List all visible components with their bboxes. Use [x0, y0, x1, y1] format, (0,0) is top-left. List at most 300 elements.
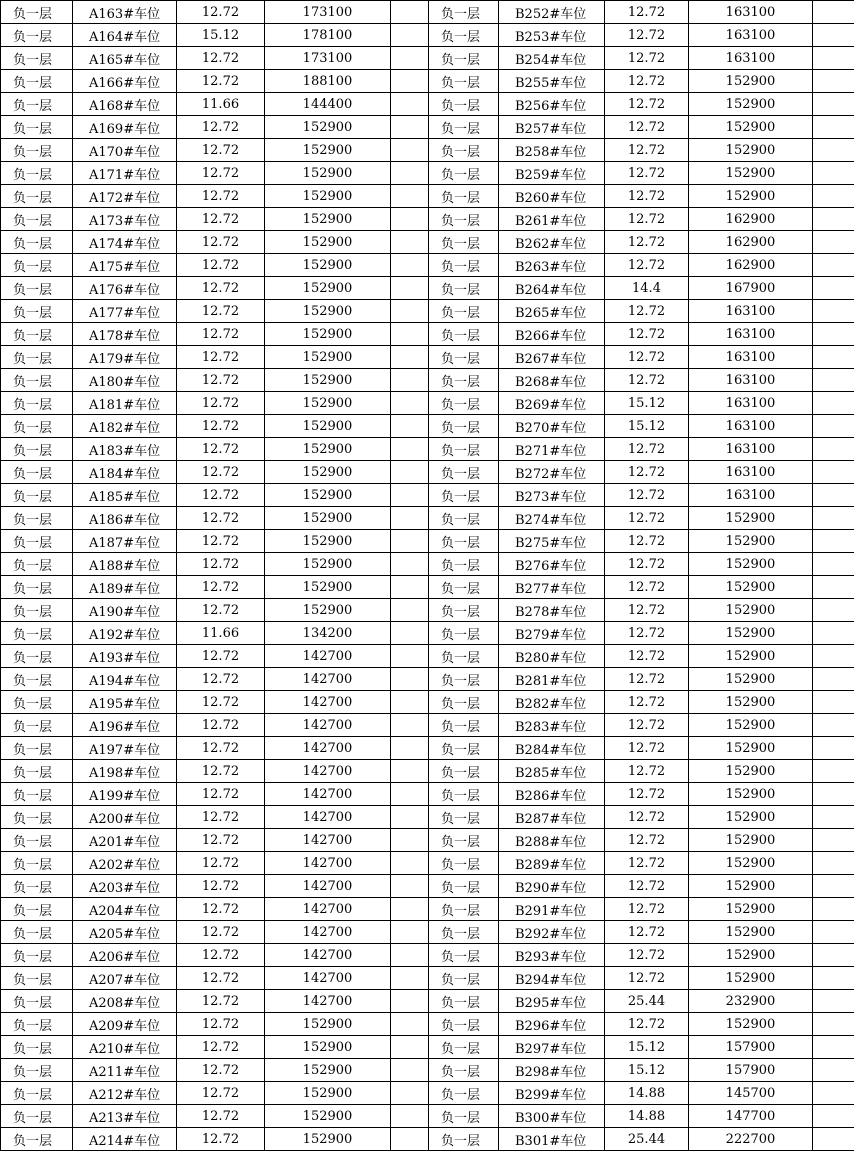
empty-cell: [813, 1082, 854, 1105]
floor-cell: 负一层: [1, 1082, 73, 1105]
empty-cell: [391, 392, 429, 415]
table-row: [1, 829, 854, 852]
price-cell: 163100: [689, 438, 813, 461]
parking-space-cell: B291#车位: [499, 898, 605, 921]
floor-cell: 负一层: [429, 921, 499, 944]
area-cell: 12.72: [177, 1128, 265, 1151]
empty-cell: [391, 1082, 429, 1105]
floor-cell: 负一层: [429, 507, 499, 530]
empty-cell: [813, 415, 854, 438]
area-cell: 12.72: [605, 921, 689, 944]
empty-cell: [391, 530, 429, 553]
empty-cell: [813, 93, 854, 116]
empty-cell: [391, 277, 429, 300]
floor-cell: 负一层: [1, 70, 73, 93]
parking-space-cell: B293#车位: [499, 944, 605, 967]
table-row: [1, 714, 854, 737]
price-cell: 142700: [265, 760, 391, 783]
area-cell: 12.72: [177, 1, 265, 24]
table-row: [1, 24, 854, 47]
parking-space-cell: A176#车位: [73, 277, 177, 300]
table-row: [1, 852, 854, 875]
area-cell: 12.72: [177, 1013, 265, 1036]
parking-space-cell: B255#车位: [499, 70, 605, 93]
price-cell: 152900: [265, 415, 391, 438]
empty-cell: [391, 714, 429, 737]
empty-cell: [391, 1013, 429, 1036]
floor-cell: 负一层: [429, 231, 499, 254]
area-cell: 12.72: [605, 806, 689, 829]
floor-cell: 负一层: [1, 990, 73, 1013]
parking-space-cell: A199#车位: [73, 783, 177, 806]
table-row: [1, 921, 854, 944]
parking-space-cell: B264#车位: [499, 277, 605, 300]
parking-space-cell: A195#车位: [73, 691, 177, 714]
price-cell: 152900: [689, 737, 813, 760]
empty-cell: [813, 185, 854, 208]
table-row: [1, 645, 854, 668]
empty-cell: [391, 576, 429, 599]
parking-space-cell: A181#车位: [73, 392, 177, 415]
price-cell: 142700: [265, 990, 391, 1013]
area-cell: 12.72: [605, 1013, 689, 1036]
price-cell: 152900: [689, 714, 813, 737]
parking-space-cell: B256#车位: [499, 93, 605, 116]
parking-space-cell: B254#车位: [499, 47, 605, 70]
price-cell: 152900: [265, 346, 391, 369]
floor-cell: 负一层: [429, 1036, 499, 1059]
price-cell: 152900: [265, 530, 391, 553]
price-cell: 152900: [265, 1082, 391, 1105]
price-cell: 152900: [265, 438, 391, 461]
parking-space-cell: B296#车位: [499, 1013, 605, 1036]
price-cell: 142700: [265, 783, 391, 806]
area-cell: 12.72: [177, 668, 265, 691]
empty-cell: [391, 369, 429, 392]
empty-cell: [813, 1059, 854, 1082]
parking-space-cell: B262#车位: [499, 231, 605, 254]
parking-space-cell: A198#车位: [73, 760, 177, 783]
area-cell: 25.44: [605, 990, 689, 1013]
floor-cell: 负一层: [429, 185, 499, 208]
empty-cell: [813, 277, 854, 300]
price-cell: 152900: [689, 1013, 813, 1036]
parking-space-cell: B298#车位: [499, 1059, 605, 1082]
parking-space-cell: B270#车位: [499, 415, 605, 438]
parking-space-cell: B285#车位: [499, 760, 605, 783]
floor-cell: 负一层: [429, 1082, 499, 1105]
empty-cell: [391, 231, 429, 254]
floor-cell: 负一层: [1, 553, 73, 576]
floor-cell: 负一层: [429, 116, 499, 139]
parking-space-cell: A197#车位: [73, 737, 177, 760]
parking-space-cell: A170#车位: [73, 139, 177, 162]
floor-cell: 负一层: [429, 875, 499, 898]
table-row: [1, 139, 854, 162]
floor-cell: 负一层: [429, 990, 499, 1013]
empty-cell: [391, 898, 429, 921]
table-row: [1, 277, 854, 300]
area-cell: 12.72: [605, 714, 689, 737]
empty-cell: [391, 622, 429, 645]
empty-cell: [813, 875, 854, 898]
parking-space-cell: A171#车位: [73, 162, 177, 185]
area-cell: 12.72: [605, 300, 689, 323]
parking-space-cell: A173#车位: [73, 208, 177, 231]
floor-cell: 负一层: [1, 875, 73, 898]
floor-cell: 负一层: [429, 668, 499, 691]
price-cell: 152900: [689, 898, 813, 921]
parking-space-cell: B288#车位: [499, 829, 605, 852]
floor-cell: 负一层: [429, 208, 499, 231]
parking-space-cell: B287#车位: [499, 806, 605, 829]
parking-space-cell: A200#车位: [73, 806, 177, 829]
empty-cell: [391, 553, 429, 576]
price-cell: 152900: [265, 599, 391, 622]
empty-cell: [391, 254, 429, 277]
empty-cell: [813, 162, 854, 185]
area-cell: 12.72: [605, 369, 689, 392]
empty-cell: [391, 70, 429, 93]
area-cell: 12.72: [605, 737, 689, 760]
price-cell: 167900: [689, 277, 813, 300]
price-cell: 152900: [689, 783, 813, 806]
area-cell: 12.72: [605, 484, 689, 507]
empty-cell: [813, 553, 854, 576]
area-cell: 12.72: [177, 300, 265, 323]
area-cell: 12.72: [177, 47, 265, 70]
empty-cell: [391, 921, 429, 944]
table-row: [1, 760, 854, 783]
table-row: [1, 231, 854, 254]
area-cell: 12.72: [177, 829, 265, 852]
empty-cell: [813, 116, 854, 139]
area-cell: 12.72: [177, 806, 265, 829]
area-cell: 12.72: [177, 415, 265, 438]
price-cell: 152900: [689, 944, 813, 967]
price-cell: 163100: [689, 392, 813, 415]
area-cell: 12.72: [177, 944, 265, 967]
price-cell: 152900: [265, 392, 391, 415]
area-cell: 12.72: [605, 622, 689, 645]
area-cell: 12.72: [177, 760, 265, 783]
table-row: [1, 553, 854, 576]
empty-cell: [813, 990, 854, 1013]
floor-cell: 负一层: [429, 484, 499, 507]
table-row: [1, 1059, 854, 1082]
floor-cell: 负一层: [429, 576, 499, 599]
floor-cell: 负一层: [1, 530, 73, 553]
area-cell: 12.72: [177, 530, 265, 553]
empty-cell: [813, 737, 854, 760]
empty-cell: [391, 323, 429, 346]
area-cell: 12.72: [605, 139, 689, 162]
parking-space-cell: A205#车位: [73, 921, 177, 944]
floor-cell: 负一层: [1, 1036, 73, 1059]
area-cell: 12.72: [605, 967, 689, 990]
floor-cell: 负一层: [1, 277, 73, 300]
price-cell: 152900: [689, 599, 813, 622]
table-row: [1, 415, 854, 438]
empty-cell: [813, 438, 854, 461]
empty-cell: [391, 944, 429, 967]
area-cell: 12.72: [177, 737, 265, 760]
empty-cell: [391, 599, 429, 622]
price-cell: 152900: [265, 231, 391, 254]
empty-cell: [391, 461, 429, 484]
area-cell: 12.72: [177, 139, 265, 162]
table-row: [1, 438, 854, 461]
empty-cell: [391, 783, 429, 806]
area-cell: 12.72: [605, 162, 689, 185]
empty-cell: [813, 231, 854, 254]
parking-space-cell: A174#车位: [73, 231, 177, 254]
price-cell: 152900: [265, 185, 391, 208]
parking-space-cell: B289#车位: [499, 852, 605, 875]
area-cell: 12.72: [177, 392, 265, 415]
empty-cell: [813, 921, 854, 944]
floor-cell: 负一层: [1, 254, 73, 277]
price-cell: 142700: [265, 668, 391, 691]
empty-cell: [813, 24, 854, 47]
price-cell: 163100: [689, 346, 813, 369]
floor-cell: 负一层: [1, 622, 73, 645]
price-cell: 145700: [689, 1082, 813, 1105]
empty-cell: [813, 461, 854, 484]
table-row: [1, 369, 854, 392]
floor-cell: 负一层: [1, 1, 73, 24]
empty-cell: [391, 1036, 429, 1059]
floor-cell: 负一层: [429, 530, 499, 553]
floor-cell: 负一层: [429, 47, 499, 70]
empty-cell: [813, 898, 854, 921]
parking-space-cell: A211#车位: [73, 1059, 177, 1082]
area-cell: 12.72: [605, 875, 689, 898]
area-cell: 12.72: [177, 231, 265, 254]
table-row: [1, 323, 854, 346]
floor-cell: 负一层: [1, 93, 73, 116]
area-cell: 12.72: [177, 185, 265, 208]
area-cell: 12.72: [605, 70, 689, 93]
parking-space-cell: B290#车位: [499, 875, 605, 898]
table-row: [1, 576, 854, 599]
price-cell: 152900: [265, 507, 391, 530]
parking-space-cell: A175#车位: [73, 254, 177, 277]
empty-cell: [391, 737, 429, 760]
parking-space-cell: B283#车位: [499, 714, 605, 737]
parking-space-cell: A213#车位: [73, 1105, 177, 1128]
price-cell: 152900: [265, 1036, 391, 1059]
empty-cell: [813, 484, 854, 507]
parking-space-cell: A166#车位: [73, 70, 177, 93]
table-row: [1, 254, 854, 277]
area-cell: 12.72: [605, 1, 689, 24]
area-cell: 14.4: [605, 277, 689, 300]
price-cell: 162900: [689, 231, 813, 254]
area-cell: 12.72: [177, 116, 265, 139]
price-cell: 152900: [689, 139, 813, 162]
empty-cell: [813, 70, 854, 93]
parking-space-cell: B273#车位: [499, 484, 605, 507]
price-cell: 152900: [265, 208, 391, 231]
empty-cell: [813, 1105, 854, 1128]
parking-space-cell: A168#车位: [73, 93, 177, 116]
empty-cell: [391, 875, 429, 898]
parking-space-cell: B280#车位: [499, 645, 605, 668]
area-cell: 12.72: [605, 346, 689, 369]
parking-space-cell: A210#车位: [73, 1036, 177, 1059]
price-cell: 152900: [689, 507, 813, 530]
parking-space-cell: A208#车位: [73, 990, 177, 1013]
area-cell: 12.72: [177, 691, 265, 714]
area-cell: 12.72: [177, 990, 265, 1013]
floor-cell: 负一层: [429, 24, 499, 47]
floor-cell: 负一层: [1, 829, 73, 852]
floor-cell: 负一层: [429, 1, 499, 24]
parking-space-cell: A165#车位: [73, 47, 177, 70]
price-cell: 152900: [689, 668, 813, 691]
parking-space-cell: B300#车位: [499, 1105, 605, 1128]
price-cell: 147700: [689, 1105, 813, 1128]
empty-cell: [813, 668, 854, 691]
area-cell: 12.72: [605, 93, 689, 116]
empty-cell: [391, 484, 429, 507]
price-cell: 152900: [265, 323, 391, 346]
empty-cell: [813, 806, 854, 829]
area-cell: 12.72: [177, 553, 265, 576]
parking-space-cell: A178#车位: [73, 323, 177, 346]
floor-cell: 负一层: [429, 760, 499, 783]
empty-cell: [391, 852, 429, 875]
floor-cell: 负一层: [1, 921, 73, 944]
price-cell: 152900: [265, 576, 391, 599]
area-cell: 12.72: [177, 277, 265, 300]
floor-cell: 负一层: [429, 1105, 499, 1128]
empty-cell: [391, 185, 429, 208]
parking-space-cell: B278#车位: [499, 599, 605, 622]
price-cell: 152900: [689, 921, 813, 944]
floor-cell: 负一层: [429, 737, 499, 760]
empty-cell: [391, 507, 429, 530]
table-row: [1, 967, 854, 990]
floor-cell: 负一层: [1, 162, 73, 185]
empty-cell: [813, 1013, 854, 1036]
table-row: [1, 47, 854, 70]
parking-space-cell: B258#车位: [499, 139, 605, 162]
empty-cell: [391, 829, 429, 852]
price-cell: 152900: [689, 852, 813, 875]
price-cell: 152900: [689, 93, 813, 116]
empty-cell: [813, 254, 854, 277]
parking-space-cell: A207#车位: [73, 967, 177, 990]
price-cell: 152900: [265, 254, 391, 277]
area-cell: 11.66: [177, 93, 265, 116]
price-cell: 142700: [265, 806, 391, 829]
price-cell: 163100: [689, 415, 813, 438]
price-cell: 142700: [265, 829, 391, 852]
empty-cell: [813, 369, 854, 392]
floor-cell: 负一层: [1, 185, 73, 208]
table-row: [1, 1036, 854, 1059]
empty-cell: [813, 829, 854, 852]
area-cell: 12.72: [605, 507, 689, 530]
parking-space-cell: B263#车位: [499, 254, 605, 277]
floor-cell: 负一层: [429, 277, 499, 300]
area-cell: 12.72: [177, 967, 265, 990]
price-cell: 152900: [689, 553, 813, 576]
area-cell: 12.72: [605, 645, 689, 668]
parking-space-cell: B286#车位: [499, 783, 605, 806]
area-cell: 12.72: [177, 507, 265, 530]
parking-space-cell: B299#车位: [499, 1082, 605, 1105]
floor-cell: 负一层: [429, 438, 499, 461]
table-row: [1, 300, 854, 323]
price-cell: 152900: [689, 576, 813, 599]
price-cell: 152900: [689, 116, 813, 139]
parking-space-cell: A183#车位: [73, 438, 177, 461]
area-cell: 12.72: [177, 875, 265, 898]
empty-cell: [813, 530, 854, 553]
price-cell: 152900: [265, 1013, 391, 1036]
area-cell: 12.72: [605, 461, 689, 484]
floor-cell: 负一层: [1, 1128, 73, 1151]
price-cell: 163100: [689, 300, 813, 323]
table-row: [1, 1013, 854, 1036]
price-cell: 152900: [689, 760, 813, 783]
area-cell: 12.72: [177, 369, 265, 392]
floor-cell: 负一层: [1, 208, 73, 231]
table-row: [1, 162, 854, 185]
empty-cell: [813, 852, 854, 875]
floor-cell: 负一层: [429, 783, 499, 806]
area-cell: 12.72: [177, 346, 265, 369]
price-cell: 163100: [689, 1, 813, 24]
parking-space-cell: B297#车位: [499, 1036, 605, 1059]
area-cell: 12.72: [605, 185, 689, 208]
price-cell: 142700: [265, 967, 391, 990]
price-cell: 152900: [689, 622, 813, 645]
empty-cell: [391, 208, 429, 231]
parking-space-cell: B260#车位: [499, 185, 605, 208]
price-cell: 152900: [265, 116, 391, 139]
parking-space-cell: B281#车位: [499, 668, 605, 691]
floor-cell: 负一层: [1, 852, 73, 875]
price-cell: 142700: [265, 645, 391, 668]
price-cell: 142700: [265, 944, 391, 967]
price-cell: 173100: [265, 1, 391, 24]
empty-cell: [391, 1, 429, 24]
price-cell: 152900: [265, 139, 391, 162]
price-cell: 163100: [689, 47, 813, 70]
empty-cell: [813, 783, 854, 806]
empty-cell: [813, 47, 854, 70]
floor-cell: 负一层: [1, 24, 73, 47]
area-cell: 12.72: [605, 783, 689, 806]
price-cell: 152900: [265, 162, 391, 185]
area-cell: 12.72: [177, 208, 265, 231]
price-cell: 232900: [689, 990, 813, 1013]
empty-cell: [813, 691, 854, 714]
floor-cell: 负一层: [429, 806, 499, 829]
area-cell: 12.72: [605, 898, 689, 921]
parking-space-cell: B277#车位: [499, 576, 605, 599]
empty-cell: [813, 1036, 854, 1059]
parking-space-cell: B266#车位: [499, 323, 605, 346]
floor-cell: 负一层: [1, 369, 73, 392]
floor-cell: 负一层: [429, 392, 499, 415]
area-cell: 12.72: [605, 24, 689, 47]
area-cell: 12.72: [177, 438, 265, 461]
